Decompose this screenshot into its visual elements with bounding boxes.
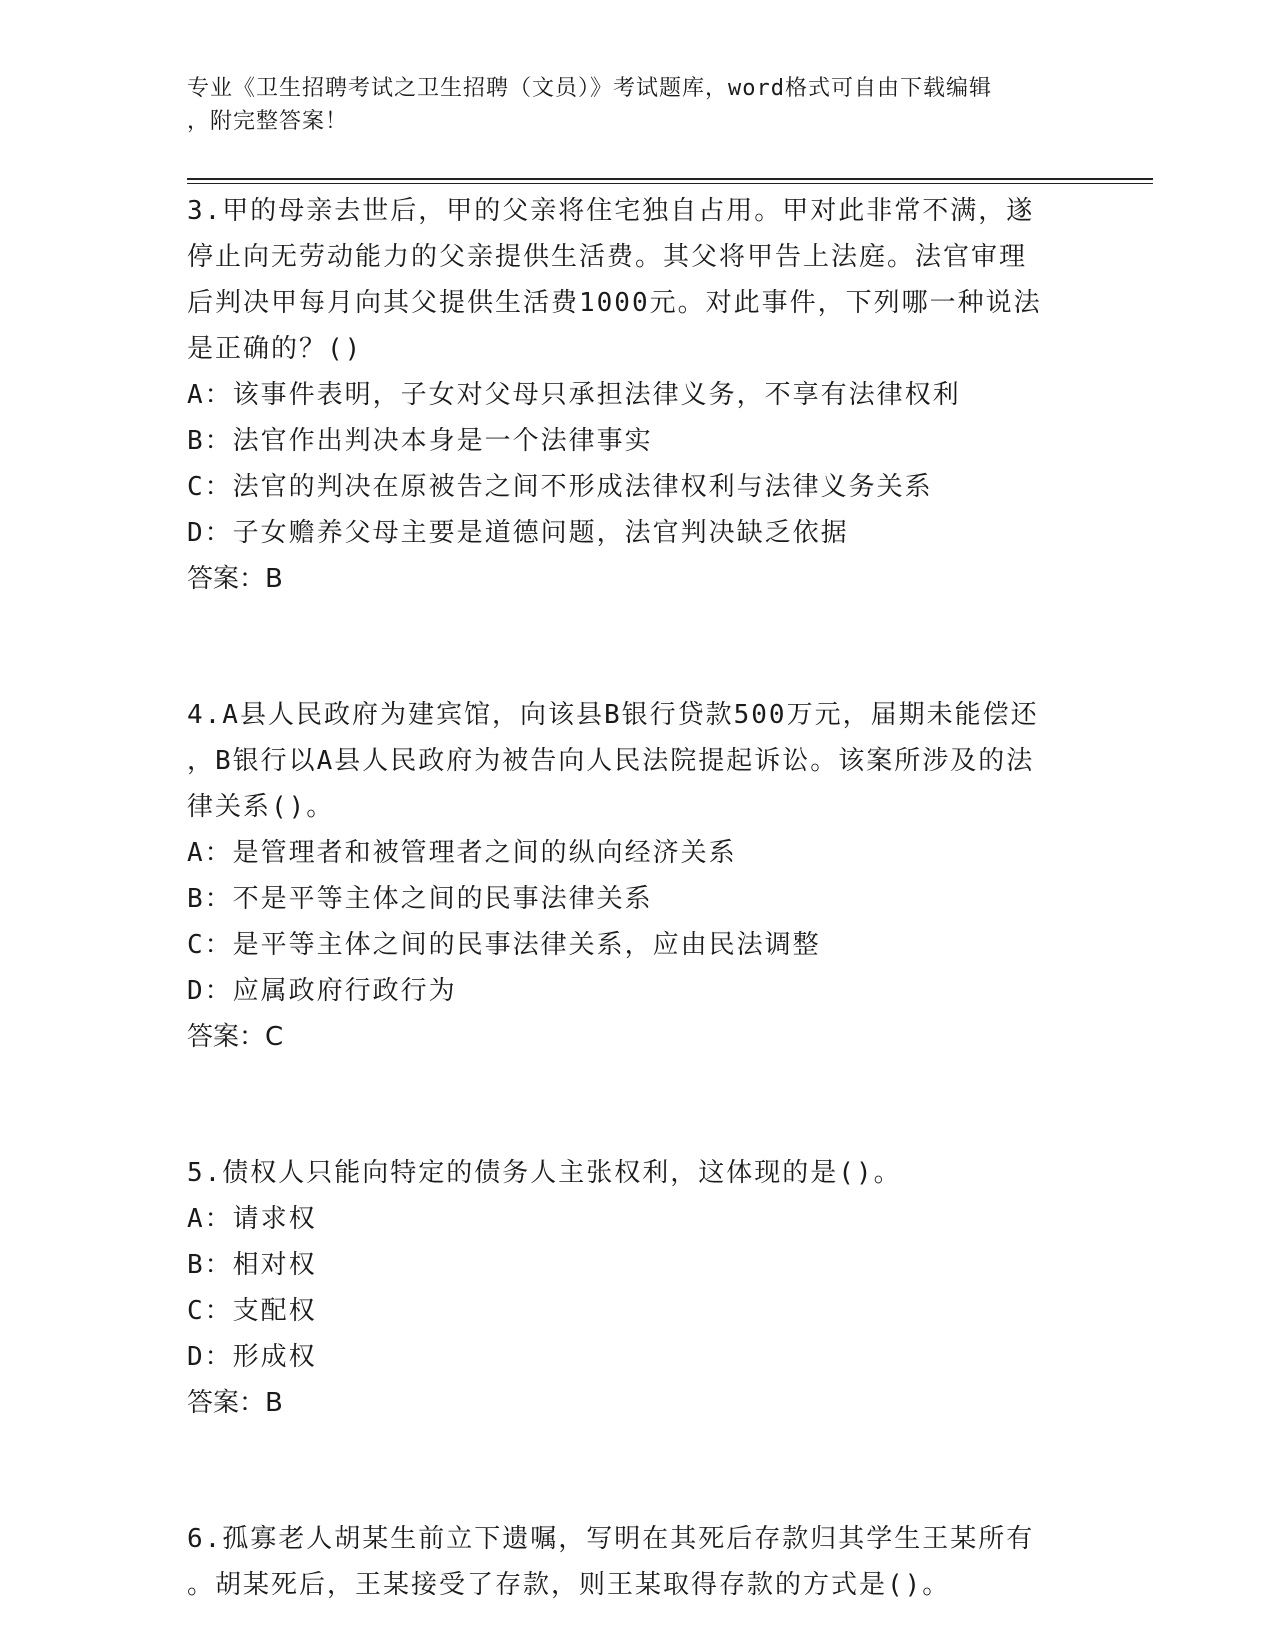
- question-spacer: [187, 1426, 1087, 1516]
- question-stem-line: 律关系()。: [187, 792, 335, 822]
- question-stem-line: 3.甲的母亲去世后，甲的父亲将住宅独自占用。甲对此非常不满，遂: [187, 196, 1035, 226]
- option-a: A：请求权: [187, 1204, 317, 1234]
- header-line: 专业《卫生招聘考试之卫生招聘（文员）》考试题库，word格式可自由下载编辑: [187, 76, 992, 101]
- option-b: B：法官作出判决本身是一个法律事实: [187, 426, 653, 456]
- question-spacer: [187, 1060, 1087, 1150]
- question-spacer: [187, 602, 1087, 692]
- header-line: ，附完整答案！: [187, 109, 349, 134]
- option-a: A：是管理者和被管理者之间的纵向经济关系: [187, 838, 737, 868]
- question-stem-line: 停止向无劳动能力的父亲提供生活费。其父将甲告上法庭。法官审理: [187, 242, 1028, 272]
- question-stem-line: 5.债权人只能向特定的债务人主张权利，这体现的是()。: [187, 1158, 902, 1188]
- question-stem-line: ，B银行以A县人民政府为被告向人民法院提起诉讼。该案所涉及的法: [187, 746, 1035, 776]
- option-d: D：形成权: [187, 1342, 317, 1372]
- option-c: C：支配权: [187, 1296, 317, 1326]
- question-stem-line: 是正确的？(): [187, 334, 363, 364]
- option-d: D：子女赡养父母主要是道德问题，法官判决缺乏依据: [187, 518, 849, 548]
- option-c: C：法官的判决在原被告之间不形成法律权利与法律义务关系: [187, 472, 933, 502]
- question-item: [187, 1516, 1087, 1608]
- answer-line: 答案：B: [187, 1388, 283, 1418]
- header-divider: [187, 183, 1153, 184]
- header-divider: [187, 178, 1153, 180]
- question-stem-line: 4.A县人民政府为建宾馆，向该县B银行贷款500万元，届期未能偿还: [187, 700, 1039, 730]
- option-b: B：不是平等主体之间的民事法律关系: [187, 884, 653, 914]
- question-item: [187, 188, 1087, 602]
- document-header: [187, 72, 1087, 138]
- answer-line: 答案：C: [187, 1022, 284, 1052]
- option-b: B：相对权: [187, 1250, 317, 1280]
- question-item: [187, 692, 1087, 1060]
- question-stem-line: 。胡某死后，王某接受了存款，则王某取得存款的方式是()。: [187, 1570, 951, 1600]
- question-list: [187, 188, 1087, 1608]
- question-stem-line: 后判决甲每月向其父提供生活费1000元。对此事件，下列哪一种说法: [187, 288, 1042, 318]
- option-c: C：是平等主体之间的民事法律关系，应由民法调整: [187, 930, 821, 960]
- answer-line: 答案：B: [187, 564, 283, 594]
- option-a: A：该事件表明，子女对父母只承担法律义务，不享有法律权利: [187, 380, 961, 410]
- question-item: [187, 1150, 1087, 1426]
- option-d: D：应属政府行政行为: [187, 976, 457, 1006]
- question-stem-line: 6.孤寡老人胡某生前立下遗嘱，写明在其死后存款归其学生王某所有: [187, 1524, 1035, 1554]
